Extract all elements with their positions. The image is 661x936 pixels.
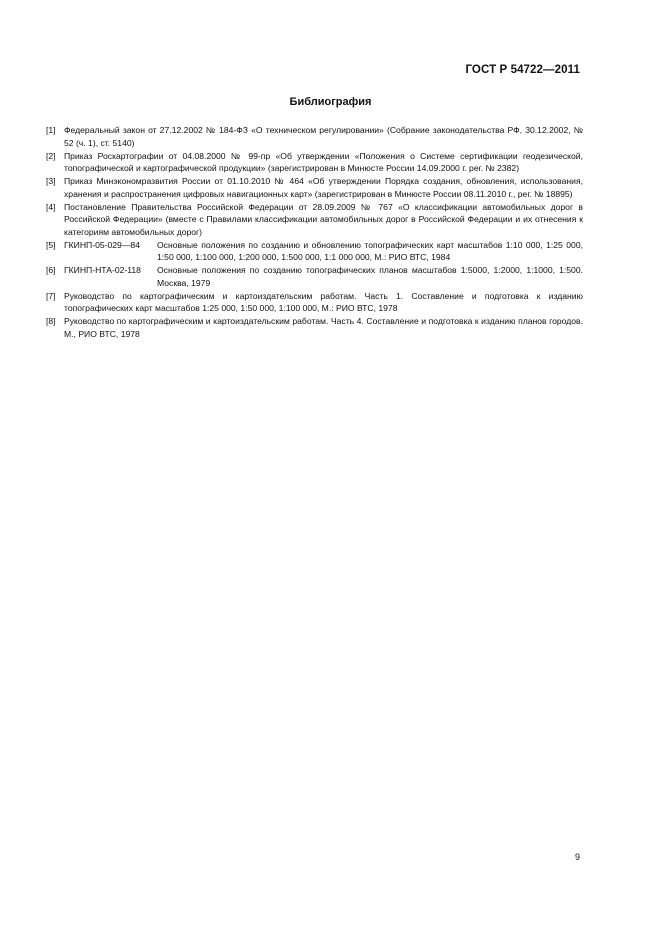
bibliography-entry: [46, 175, 583, 200]
page-title: Библиография: [289, 96, 372, 108]
entry-number: [3]: [46, 176, 56, 186]
entry-number: [8]: [46, 316, 56, 326]
entry-standard-code: ГКИНП-НТА-02-118: [64, 265, 141, 275]
entry-standard-code: ГКИНП-05-029—84: [64, 239, 140, 250]
entry-text: Постановление Правительства Российской Федерации от 28.09.2009 № 767 «О классификации автомобильных дорог в Российской Федерации» (вместе с Правилами классификации автомобильных дорог в Российской Федерации и их отнесения к категориям автомобильных дорог): [64, 201, 583, 237]
entry-text: Руководство по картографическим и картоиздательским работам. Часть 4. Составление и подготовка к изданию планов городов. М., РИО ВТС, 1978: [64, 316, 583, 339]
page-number: 9: [574, 852, 580, 862]
entry-number: [6]: [46, 265, 56, 275]
bibliography-entry: [46, 124, 583, 149]
entry-text: Приказ Роскартографии от 04.08.2000 № 99-пр «Об утверждении «Положения о Системе сертификации геодезической, топографической и картографической продукции» (зарегистрирован в Минюсте России 14.09.2000 г. рег. № 2382): [64, 150, 583, 173]
entry-text: Основные положения по созданию топографических планов масштабов 1:5000, 1:2000, 1:1000, 1:500. Москва, 1979: [157, 265, 583, 288]
entry-text: Приказ Минэкономразвития России от 01.10.2010 № 464 «Об утверждении Порядка создания, обновления, использования, хранения и распространения цифровых навигационных карт» (зарегистрирован в Минюсте России 08.11.2010 г., рег. № 18895): [64, 176, 583, 199]
bibliography-entry: [46, 201, 583, 239]
bibliography-entry: [46, 150, 583, 175]
entry-text: Федеральный закон от 27.12.2002 № 184-ФЗ «О техническом регулировании» (Собрание законодательства РФ, 30.12.2002, № 52 (ч. 1), ст. 5140): [64, 125, 583, 148]
entry-number: [7]: [46, 290, 56, 301]
bibliography-entry: [46, 290, 583, 315]
standard-code-header: ГОСТ Р 54722—2011: [465, 64, 580, 76]
bibliography-entry: [46, 239, 583, 264]
entry-number: [4]: [46, 201, 56, 212]
bibliography-entry: [46, 264, 583, 289]
entry-number: [5]: [46, 239, 56, 250]
bibliography-entry: [46, 315, 583, 340]
entry-text: Руководство по картографическим и картоиздательским работам. Часть 1. Составление и подготовка к изданию топографических карт масштабов 1:25 000, 1:50 000, 1:100 000, М.: РИО ВТС, 1978: [64, 290, 583, 313]
entry-number: [1]: [46, 125, 56, 135]
bibliography-list: [46, 124, 583, 341]
entry-text: Основные положения по созданию и обновлению топографических карт масштабов 1:10 000, 1:25 000, 1:50 000, 1:100 000, 1:200 000, 1:500 000, 1:1 000 000, М.: РИО ВТС, 1984: [157, 239, 583, 262]
entry-number: [2]: [46, 150, 56, 161]
